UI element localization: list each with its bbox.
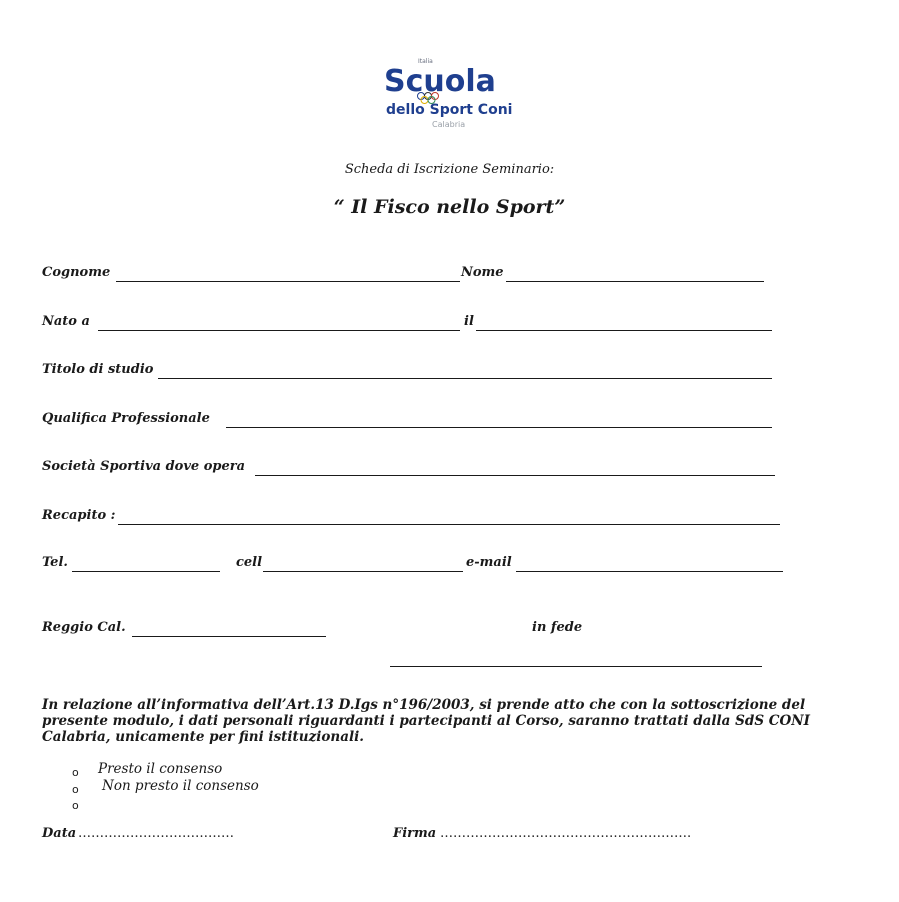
radio-bullet-icon: o (72, 799, 79, 812)
recapito-label: Recapito : (42, 508, 116, 523)
privacy-notice: In relazione all’informativa dell’Art.13 D.Igs n°196/2003, si prende atto che con la sottoscrizione del presente modulo, i dati personali riguardanti i partecipanti al Corso, saranno trattati dalla SdS CONI Calabria, unicamente per fini istituzionali. (42, 697, 810, 745)
cell-label: cell (236, 555, 263, 570)
nome-label: Nome (461, 265, 504, 280)
consent-option-1-label: Presto il consenso (98, 761, 223, 777)
email-field[interactable] (516, 571, 783, 572)
form-title: “ Il Fisco nello Sport” (333, 196, 566, 218)
il-label: il (464, 314, 474, 329)
logo-tiny-text: Italia (418, 58, 433, 65)
data-nascita-field[interactable] (476, 330, 772, 331)
radio-bullet-icon: o (72, 766, 79, 779)
nato-a-field[interactable] (98, 330, 460, 331)
logo-region-text: Calabria (432, 120, 466, 129)
qualifica-label: Qualifica Professionale (42, 411, 210, 426)
recapito-field[interactable] (118, 524, 780, 525)
titolo-studio-label: Titolo di studio (42, 362, 154, 377)
tel-label: Tel. (42, 555, 68, 570)
radio-bullet-icon: o (72, 783, 79, 796)
cognome-field[interactable] (116, 281, 460, 282)
cognome-label: Cognome (42, 265, 111, 280)
tel-field[interactable] (72, 571, 220, 572)
in-fede-signature-field[interactable] (390, 666, 762, 667)
reggio-label: Reggio Cal. (42, 620, 126, 635)
nato-a-label: Nato a (42, 314, 90, 329)
societa-label: Società Sportiva dove opera (42, 459, 245, 474)
consent-option-2-label: Non presto il consenso (102, 778, 259, 794)
consent-option-3[interactable] (72, 794, 79, 813)
societa-field[interactable] (255, 475, 775, 476)
reggio-date-field[interactable] (132, 636, 326, 637)
titolo-studio-field[interactable] (158, 378, 772, 379)
in-fede-label: in fede (532, 620, 583, 635)
data-label: Data (42, 826, 77, 841)
firma-field[interactable]: …………………………………………………. (440, 826, 692, 841)
nome-field[interactable] (506, 281, 764, 282)
email-label: e-mail (466, 555, 512, 570)
firma-label: Firma (393, 826, 437, 841)
form-subtitle: Scheda di Iscrizione Seminario: (344, 162, 555, 177)
logo-main-text: Scuola (384, 64, 496, 99)
data-field[interactable]: ……………………………… (78, 826, 234, 841)
logo-sub-text: dello Sport Coni (386, 102, 513, 118)
logo (384, 58, 534, 136)
qualifica-field[interactable] (226, 427, 772, 428)
cell-field[interactable] (263, 571, 463, 572)
